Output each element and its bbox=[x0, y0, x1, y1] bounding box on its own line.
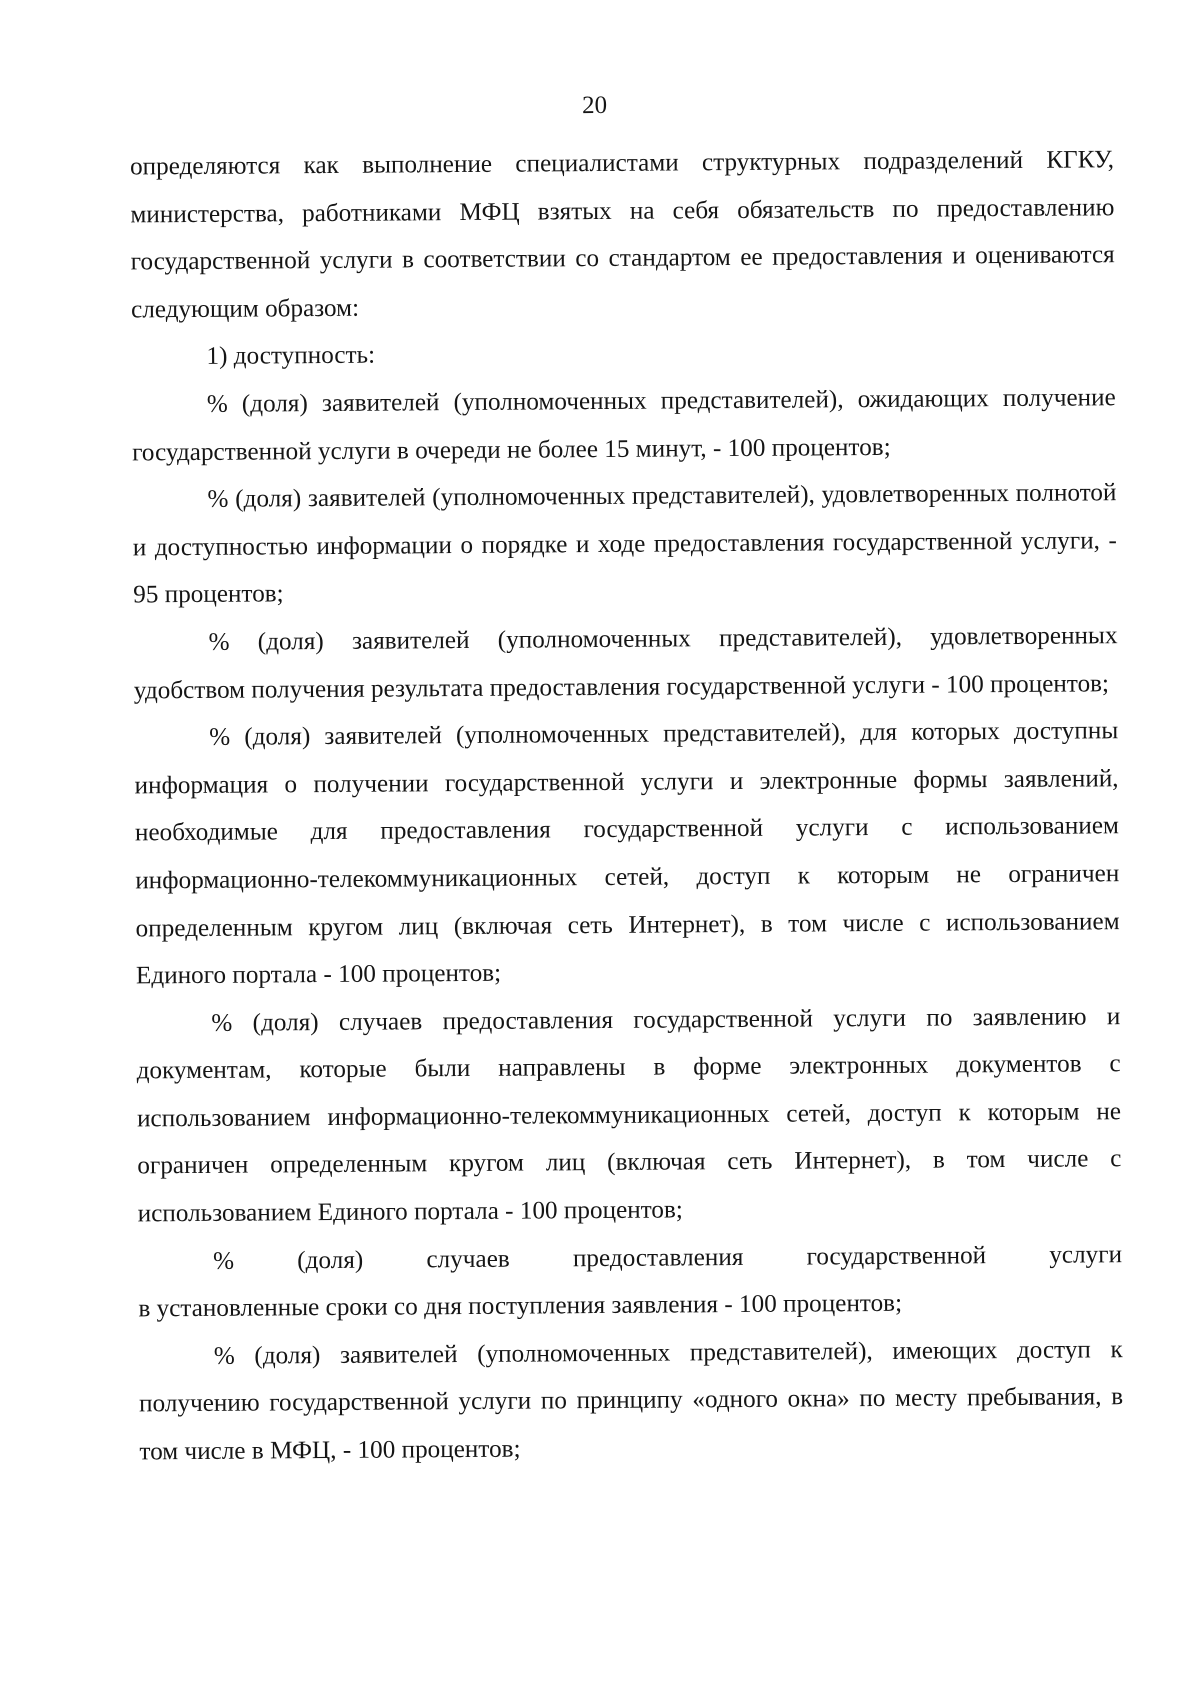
paragraph-deadline-compliance bbox=[138, 1231, 1123, 1333]
page-number: 20 bbox=[582, 91, 608, 120]
paragraph-information-satisfaction: % (доля) заявителей (уполномоченных представителей), удовлетворенных полнотой и доступностью информации о порядке и ходе предоставления государственной услуги, - 95 процентов; bbox=[132, 479, 1117, 609]
paragraph-result-convenience: % (доля) заявителей (уполномоченных представителей), удовлетворенных удобством получения результата предоставления государственной услуги - 100 процентов; bbox=[133, 622, 1118, 704]
paragraph-line: % (доля) случаев предоставления государственной услуги bbox=[212, 1240, 1123, 1275]
paragraph-queue-waiting: % (доля) заявителей (уполномоченных представителей), ожидающих получение государственной услуги в очереди не более 15 минут, - 100 процентов; bbox=[132, 384, 1116, 466]
paragraph-electronic-documents: % (доля) случаев предоставления государственной услуги по заявлению и документам, которые были направлены в форме электронных документов с использованием информационно-телекоммуникационных сетей, доступ к которым не ограничен определенным кругом лиц (включая сеть Интернет), в том числе с использованием Единого портала - 100 процентов; bbox=[136, 1002, 1122, 1228]
paragraph-line: в установленные сроки со дня поступления заявления - 100 процентов; bbox=[138, 1290, 903, 1323]
paragraph-one-window-access: % (доля) заявителей (уполномоченных представителей), имеющих доступ к получению государственной услуги по принципу «одного окна» по месту пребывания, в том числе в МФЦ, - 100 процентов; bbox=[139, 1336, 1124, 1466]
paragraph-intro-continuation: определяются как выполнение специалистами структурных подразделений КГКУ, министерства, работниками МФЦ взятых на себя обязательств по предоставлению государственной услуги в соответствии со стандартом ее предоставления и оцениваются следующим образом: bbox=[129, 146, 1115, 324]
document-body bbox=[130, 136, 1124, 1476]
list-item-accessibility-heading: 1) доступность: bbox=[206, 342, 376, 371]
paragraph-online-information-access: % (доля) заявителей (уполномоченных представителей), для которых доступны информация о получении государственной услуги и электронные формы заявлений, необходимые для предоставления государственной услуги с использованием информационно-телекоммуникационных сетей, доступ к которым не ограничен определенным кругом лиц (включая сеть Интернет), в том числе с использованием Единого портала - 100 процентов; bbox=[134, 717, 1120, 990]
